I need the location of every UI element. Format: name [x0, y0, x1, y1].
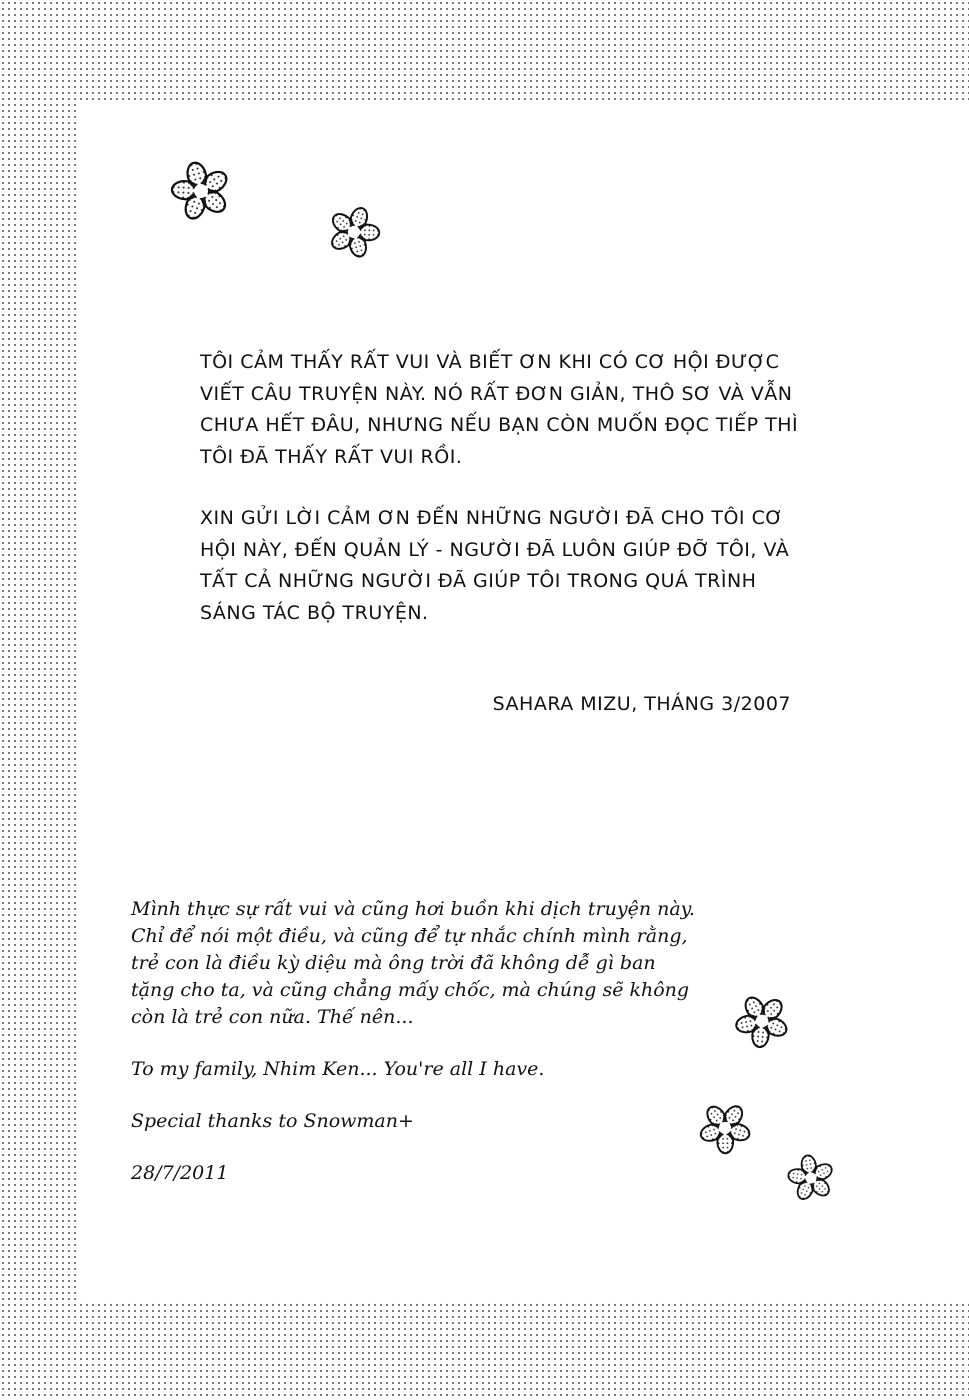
translator-dedication: To my family, Nhim Ken... You're all I have.: [131, 1058, 545, 1080]
translator-note: [131, 896, 701, 1187]
author-signature: SAHARA MIZU, THÁNG 3/2007: [492, 693, 791, 715]
afterword-paragraph: TÔI CẢM THẤY RẤT VUI VÀ BIẾT ƠN KHI CÓ CƠ HỘI ĐƯỢC VIẾT CÂU TRUYỆN NÀY. NÓ RẤT ĐƠN GIẢN, THÔ SƠ VÀ VẪN CHƯA HẾT ĐÂU, NHƯNG NẾU BẠN CÒN MUỐN ĐỌC TIẾP THÌ TÔI ĐÃ THẤY RẤT VUI RỒI.: [200, 351, 799, 468]
afterword-paragraph: XIN GỬI LỜI CẢM ƠN ĐẾN NHỮNG NGƯỜI ĐÃ CHO TÔI CƠ HỘI NÀY, ĐẾN QUẢN LÝ - NGƯỜI ĐÃ LUÔN GIÚP ĐỠ TÔI, VÀ TẤT CẢ NHỮNG NGƯỜI ĐÃ GIÚP TÔI TRONG QUÁ TRÌNH SÁNG TÁC BỘ TRUYỆN.: [200, 507, 790, 624]
translator-thanks: Special thanks to Snowman+: [131, 1110, 414, 1132]
author-afterword: [200, 347, 800, 659]
translator-date: 28/7/2011: [131, 1162, 229, 1184]
flower-icon: [781, 1149, 841, 1207]
translator-paragraph: Mình thực sự rất vui và cũng hơi buồn khi dịch truyện này. Chỉ để nói một điều, và cũng để tự nhắc chính mình rằng, trẻ con là điều kỳ diệu mà ông trời đã không dễ gì ban tặng cho ta, và cũng chẳng mấy chốc, mà chúng sẽ không còn là trẻ con nữa. Thế nên...: [131, 898, 695, 1028]
